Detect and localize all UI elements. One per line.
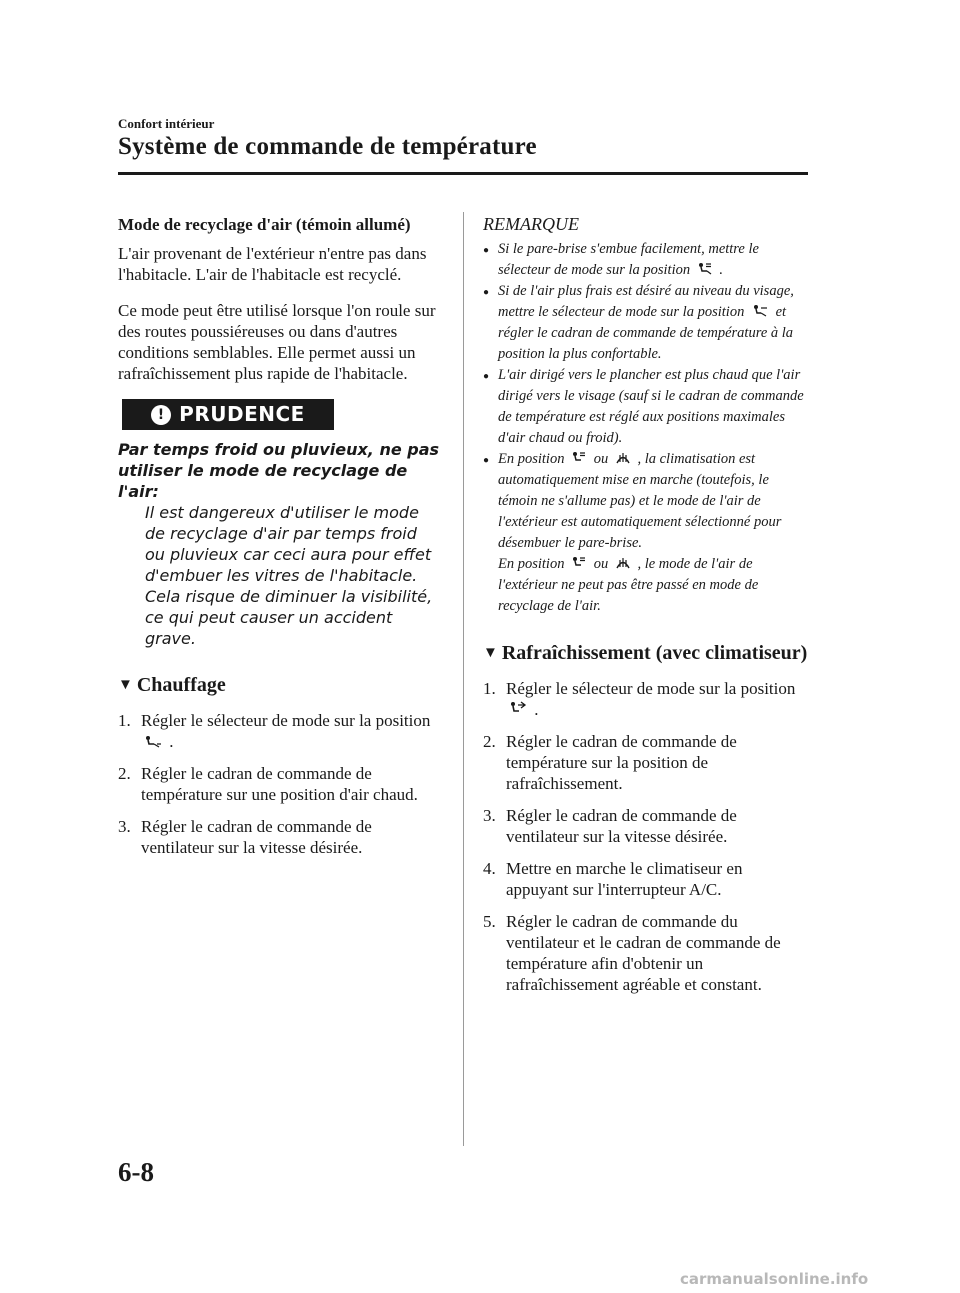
mode-face-icon — [509, 701, 527, 717]
note-item: ● Si le pare-brise s'embue facilement, mettre le sélecteur de mode sur la position . — [483, 239, 808, 281]
caution-label: PRUDENCE — [179, 402, 305, 426]
triangle-bullet-icon: ▼ — [483, 645, 498, 661]
bullet-icon: ● — [483, 455, 490, 466]
mode-floor-icon — [144, 735, 162, 749]
note-item: ● L'air dirigé vers le plancher est plus chaud que l'air dirigé vers le visage (sauf si le cadran de commande de température est réglé aux positions maximales d'air chaud ou froid). — [483, 365, 808, 449]
cooling-step: 2. Régler le cadran de commande de température sur la position de rafraîchissement. — [483, 732, 737, 793]
page-title: Système de commande de température — [118, 133, 537, 160]
bullet-icon: ● — [483, 371, 490, 382]
cooling-step: 1. Régler le sélecteur de mode sur la position . — [483, 679, 796, 719]
notes-list — [483, 239, 808, 617]
mode-bilevel-icon — [751, 304, 769, 318]
cooling-step: 3. Régler le cadran de commande de ventilateur sur la vitesse désirée. — [483, 806, 737, 846]
note-item: ● Si de l'air plus frais est désiré au niveau du visage, mettre le sélecteur de mode sur la position et régler le cadran de commande de température à la position la plus confortable. — [483, 281, 808, 365]
chapter-label: Confort intérieur — [118, 116, 215, 131]
cooling-step: 4. Mettre en marche le climatiseur en appuyant sur l'interrupteur A/C. — [483, 859, 743, 899]
left-column — [118, 214, 440, 869]
caution-badge — [122, 399, 334, 430]
recirculation-heading: Mode de recyclage d'air (témoin allumé) — [118, 215, 411, 234]
mode-defrost-icon — [615, 556, 631, 570]
right-column — [483, 214, 808, 1006]
heating-step: 3. Régler le cadran de commande de ventilateur sur la vitesse désirée. — [118, 817, 372, 857]
recirculation-paragraph-2: Ce mode peut être utilisé lorsque l'on roule sur des routes poussiéreuses ou dans d'autres conditions semblables. Elle permet aussi un rafraîchissement plus rapide de l'habitacle. — [118, 301, 436, 383]
bullet-icon: ● — [483, 287, 490, 298]
mode-floor-defrost-icon — [697, 262, 713, 276]
triangle-bullet-icon: ▼ — [118, 677, 133, 693]
note-title: REMARQUE — [483, 214, 579, 234]
caution-body: Il est dangereux d'utiliser le mode de recyclage d'air par temps froid ou pluvieux car ceci aura pour effet d'embuer les vitres de l'habitacle. Cela risque de diminuer la visibilité, ce qui peut causer un accident grave. — [145, 503, 433, 648]
watermark: carmanualsonline.info — [680, 1270, 869, 1288]
heating-step: 2. Régler le cadran de commande de température sur une position d'air chaud. — [118, 764, 418, 804]
heating-heading: ▼ Chauffage — [118, 674, 226, 696]
mode-floor-defrost-icon — [571, 451, 587, 465]
note-item: ● En position ou , la climatisation est automatiquement mise en marche (toutefois, le témoin ne s'allume pas) et le mode de l'air de l'extérieur est automatiquement sélectionné pour désembuer le pare-brise. En position ou , le mode de l'air de l'extérieur ne peut pas être passé en mode de recyclage de l'air. — [483, 449, 808, 617]
recirculation-paragraph-1: L'air provenant de l'extérieur n'entre pas dans l'habitacle. L'air de l'habitacle est recyclé. — [118, 244, 427, 284]
mode-defrost-icon — [615, 451, 631, 465]
heating-step: 1. Régler le sélecteur de mode sur la position . — [118, 711, 431, 751]
caution-lead: Par temps froid ou pluvieux, ne pas utiliser le mode de recyclage de l'air: — [118, 440, 440, 501]
column-divider — [463, 212, 464, 1146]
caution-text — [118, 439, 440, 649]
mode-floor-defrost-icon — [571, 556, 587, 570]
warning-icon: ! — [151, 405, 171, 425]
cooling-heading: ▼ Rafraîchissement (avec climatiseur) — [483, 642, 808, 664]
bullet-icon: ● — [483, 245, 490, 256]
cooling-step: 5. Régler le cadran de commande du ventilateur et le cadran de commande de température afin d'obtenir un rafraîchissement agréable et constant. — [483, 912, 781, 994]
page-number: 6-8 — [118, 1157, 154, 1187]
header-rule — [118, 172, 808, 175]
